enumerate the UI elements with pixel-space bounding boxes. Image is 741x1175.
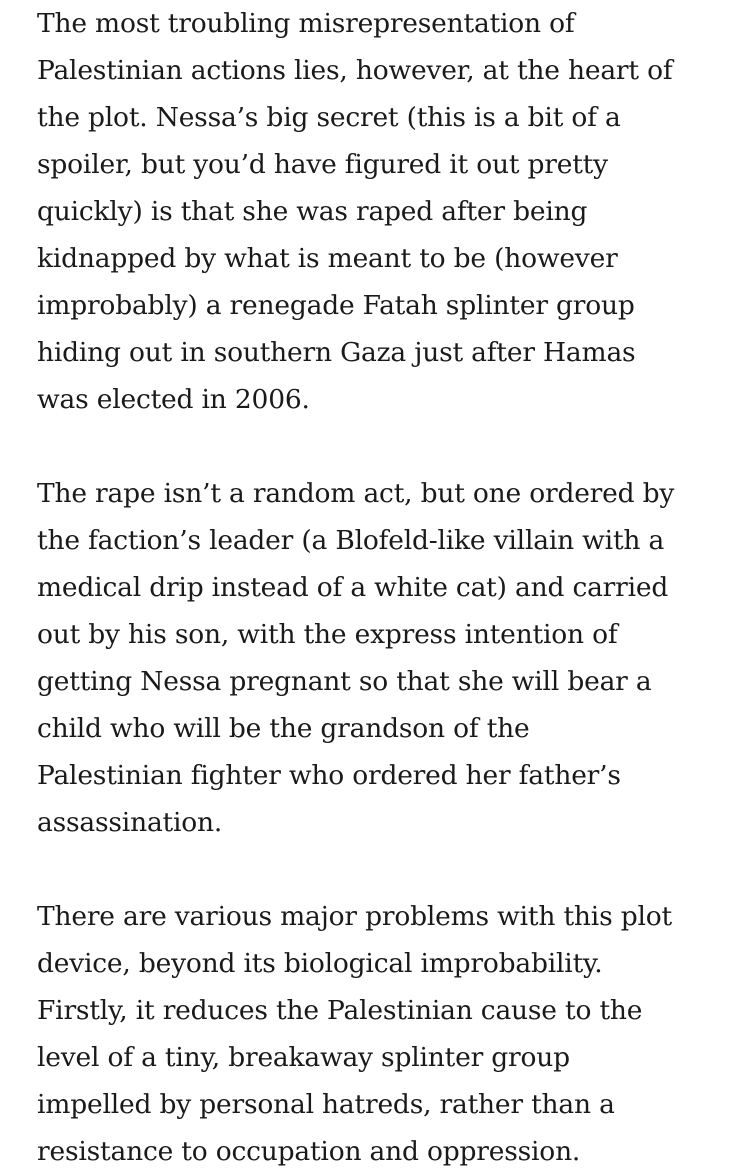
text-line: out by his son, with the express intention of <box>37 619 618 650</box>
text-line: spoiler, but you’d have figured it out pretty <box>37 149 608 180</box>
text-line: the faction’s leader (a Blofeld-like villain with a <box>37 525 665 556</box>
article-body <box>37 0 727 1175</box>
text-line: Palestinian actions lies, however, at the heart of <box>37 55 673 86</box>
text-line: level of a tiny, breakaway splinter group <box>37 1042 570 1073</box>
text-line: impelled by personal hatreds, rather than a <box>37 1089 615 1120</box>
text-line: child who will be the grandson of the <box>37 713 530 744</box>
text-line: improbably) a renegade Fatah splinter group <box>37 290 635 321</box>
text-line: medical drip instead of a white cat) and carried <box>37 572 669 603</box>
text-line: Palestinian fighter who ordered her father’s <box>37 760 621 791</box>
text-line: kidnapped by what is meant to be (however <box>37 243 618 274</box>
paragraph-3 <box>37 893 727 1175</box>
text-line: There are various major problems with this plot <box>37 901 672 932</box>
text-line: device, beyond its biological improbability. <box>37 948 603 979</box>
paragraph-spacer <box>37 846 727 893</box>
text-line: The most troubling misrepresentation of <box>37 8 575 39</box>
text-line: assassination. <box>37 807 223 838</box>
text-line: The rape isn’t a random act, but one ordered by <box>37 478 675 509</box>
text-line: hiding out in southern Gaza just after Hamas <box>37 337 636 368</box>
text-line: the plot. Nessa’s big secret (this is a bit of a <box>37 102 621 133</box>
paragraph-spacer <box>37 423 727 470</box>
text-line: quickly) is that she was raped after being <box>37 196 588 227</box>
text-line: getting Nessa pregnant so that she will bear a <box>37 666 652 697</box>
paragraph-2 <box>37 470 727 846</box>
paragraph-1 <box>37 0 727 423</box>
text-line: Firstly, it reduces the Palestinian cause to the <box>37 995 643 1026</box>
text-line: was elected in 2006. <box>37 384 310 415</box>
text-line: resistance to occupation and oppression. <box>37 1136 581 1167</box>
